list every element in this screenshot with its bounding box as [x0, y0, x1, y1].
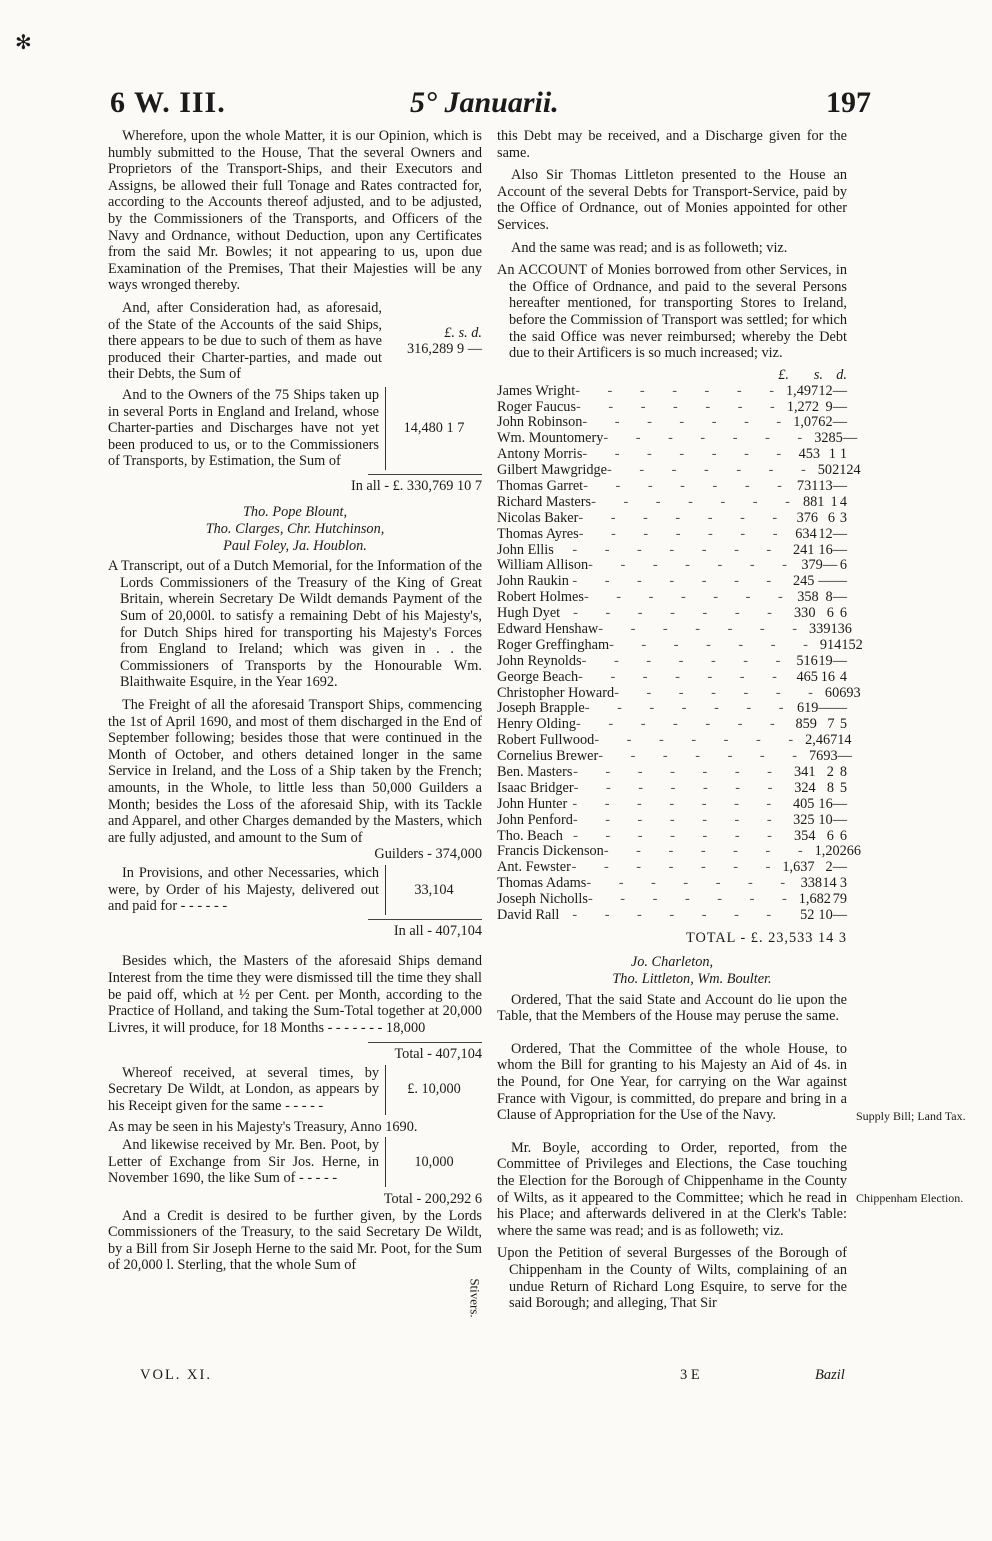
- account-pounds: 453: [798, 446, 821, 463]
- account-name: Edward Henshaw: [497, 620, 599, 637]
- account-row: [497, 717, 847, 733]
- account-pence: —: [832, 795, 848, 812]
- account-pence: —: [832, 573, 848, 590]
- account-pounds: 325: [793, 811, 815, 828]
- account-pence: 2: [855, 636, 863, 653]
- account-pence: 1: [839, 446, 847, 463]
- account-row: [497, 447, 847, 463]
- signature-littleton-boulter: Tho. Littleton, Wm. Boulter.: [612, 971, 772, 988]
- account-pounds: 358: [797, 589, 819, 606]
- leader-dots: - - - - - - -: [573, 779, 785, 796]
- leader-dots: - - - - - - -: [598, 748, 810, 765]
- account-row: [497, 574, 847, 590]
- account-row: [497, 670, 847, 686]
- signature-mark: 3 E: [680, 1367, 700, 1383]
- account-row: [497, 462, 861, 479]
- account-name: Roger Faucus: [497, 398, 577, 415]
- account-shillings: 1: [828, 446, 836, 463]
- sum-block-2: [108, 387, 482, 470]
- account-name: George Beach: [497, 668, 579, 685]
- account-row: [497, 684, 861, 702]
- pence-header: d.: [836, 366, 847, 383]
- account-pence: —: [832, 700, 847, 717]
- account-name: David Rall: [497, 907, 560, 923]
- account-pounds: 1,202: [814, 843, 847, 860]
- account-shillings: 16: [818, 795, 833, 812]
- account-row: [497, 511, 847, 527]
- account-shillings: 14: [822, 875, 837, 892]
- lsd-header: £. s. d.: [444, 324, 482, 341]
- leader-dots: - - - - - - -: [603, 430, 815, 447]
- account-shillings: 6: [846, 843, 854, 860]
- account-shillings: 10: [818, 811, 833, 828]
- account-row: [497, 495, 847, 511]
- header-regnal-year: 6 W. III.: [110, 86, 226, 119]
- account-pounds: 379: [801, 557, 823, 574]
- account-name: Robert Holmes: [497, 589, 584, 606]
- account-pence: —: [832, 541, 848, 558]
- account-pounds: 324: [794, 779, 816, 796]
- account-shillings: 1: [830, 493, 838, 510]
- account-row: [497, 543, 847, 559]
- account-shillings: 7: [832, 891, 840, 908]
- received-block-1: [108, 1065, 482, 1115]
- account-pence: 3: [839, 509, 847, 526]
- account-row: [497, 654, 847, 670]
- leader-dots: - - - - - - -: [582, 446, 794, 463]
- signature-line-1: Tho. Pope Blount,: [242, 504, 348, 521]
- account-pounds: 1,272: [786, 398, 819, 415]
- leader-dots: - - - - - - -: [571, 859, 783, 876]
- account-name: William Allison: [497, 557, 589, 574]
- account-name: Antony Morris: [497, 446, 583, 463]
- leader-dots: - - - - - - -: [575, 382, 786, 399]
- leader-dots: - - - - - - -: [591, 493, 802, 510]
- account-shillings: 13: [818, 477, 833, 494]
- signature-charleton: Jo. Charleton,: [630, 954, 714, 971]
- leader-dots: - - - - - - -: [573, 605, 784, 622]
- account-name: Henry Olding: [497, 716, 577, 733]
- account-pence: 4: [844, 732, 852, 749]
- paragraph-received-poot: And likewise received by Mr. Ben. Poot, by Letter of Exchange from Sir Jos. Herne, in November 1690, the like Sum of - - - - -: [108, 1137, 379, 1187]
- account-pence: 6: [844, 620, 852, 637]
- account-name: Richard Masters: [497, 493, 592, 510]
- account-pence: 5: [839, 779, 847, 796]
- account-row: [497, 813, 847, 829]
- account-name: Robert Fullwood: [497, 732, 595, 749]
- account-pence: —: [832, 589, 847, 606]
- account-pounds: 1,497: [785, 382, 819, 399]
- account-pounds: 859: [795, 716, 817, 733]
- account-name: Thomas Adams: [497, 875, 587, 892]
- account-pence: 6: [839, 605, 847, 622]
- account-title: An ACCOUNT of Monies borrowed from other Services, in the Office of Ordnance, and paid to the several Persons hereafter mentioned, for transporting Stores to Ireland, before the Commission of Transport was settled; for which the said Office was never reimbursed; whereby the Debt due to their Artificers is so much increased; viz.: [497, 262, 847, 362]
- leader-dots: - - - - - - -: [572, 541, 784, 558]
- account-pence: 3: [853, 684, 861, 701]
- leader-dots: - - - - - - -: [587, 891, 799, 908]
- paragraph-received-de-wildt: Whereof received, at several times, by Secretary De Wildt, at London, as appears by his Receipt given for the same - - - - -: [108, 1064, 379, 1115]
- signature-line-2: Tho. Clarges, Chr. Hutchinson,: [205, 521, 385, 538]
- account-shillings: 8: [826, 779, 835, 796]
- leader-dots: - - - - - - -: [584, 700, 796, 717]
- account-shillings: 2: [825, 414, 833, 431]
- account-pounds: 619: [796, 700, 819, 717]
- paragraph-accounts-due: And, after Consideration had, as aforesaid, of the State of the Accounts of the said Ships, there appears to be due to such of them as have produced their Charter-parties, and made out their Debts, the Sum of: [108, 299, 382, 383]
- account-pounds: 330: [794, 605, 816, 622]
- account-name: John Hunter: [497, 795, 568, 812]
- account-name: Francis Dickenson: [497, 843, 604, 860]
- account-name: Joseph Nicholls: [497, 891, 588, 908]
- amount-received-2: 10,000: [414, 1153, 454, 1170]
- account-pounds: 769: [809, 748, 831, 765]
- account-pence: —: [837, 748, 852, 765]
- account-shillings: 16: [818, 541, 833, 558]
- paragraph-interest: Besides which, the Masters of the aforesaid Ships demand Interest from the time they were dismissed till the time they shall be paid off, which at ½ per Cent. per Month, according to the Practice of Holland, and taking the Sum-Total together at 20,000 Livres, it will produce, for 18 Months - - - - - - - 18,000: [108, 953, 482, 1036]
- account-row: [497, 590, 847, 606]
- leader-dots: - - - - - - -: [573, 763, 784, 780]
- sum-block-1: [108, 300, 482, 383]
- account-pence: —: [832, 652, 847, 669]
- paragraph-75-ships: And to the Owners of the 75 Ships taken up in several Ports in England and Ireland, whose Charter-parties and Discharges have not yet been produced to us, or to the Commissioners of Transports, by Estimation, the Sum of: [108, 386, 379, 470]
- account-pence: —: [832, 525, 847, 542]
- account-pence: —: [832, 859, 847, 876]
- account-pence: —: [832, 811, 847, 828]
- corner-mark: ✻: [15, 32, 32, 54]
- account-row: [497, 732, 852, 749]
- account-pounds: 376: [796, 509, 819, 526]
- amount-14480: 14,480 1 7: [403, 420, 465, 437]
- account-name: James Wright: [497, 382, 576, 399]
- leader-dots: - - - - - - -: [588, 557, 799, 574]
- account-pence: 4: [839, 493, 847, 510]
- amount-33104: 33,104: [414, 881, 454, 898]
- account-row: [497, 892, 847, 908]
- account-name: Tho. Beach: [497, 827, 563, 844]
- leader-dots: - - - - - - -: [581, 652, 793, 669]
- account-shillings: 6: [827, 509, 836, 526]
- leader-dots: - - - - - - -: [582, 414, 794, 431]
- account-row: [497, 479, 847, 495]
- leader-dots: - - - - - - -: [614, 684, 825, 701]
- account-total: TOTAL - £. 23,533 14 3: [685, 929, 847, 946]
- account-row: [497, 620, 852, 638]
- account-pounds: 606: [824, 684, 847, 701]
- account-shillings: —: [818, 700, 833, 717]
- paragraph-read: And the same was read; and is as followeth; viz.: [511, 239, 788, 256]
- account-name: Nicolas Baker: [497, 509, 579, 526]
- leader-dots: - - - - - - -: [572, 811, 784, 828]
- in-all-total-2: In all - 407,104: [393, 922, 482, 939]
- account-row: [497, 748, 852, 765]
- leader-dots: - - - - - - -: [578, 525, 790, 542]
- account-pounds: 241: [792, 541, 815, 558]
- header-date: 5° Januarii.: [410, 86, 559, 119]
- received-block-2: [108, 1137, 482, 1187]
- account-name: John Reynolds: [497, 652, 582, 669]
- account-shillings: 15: [841, 636, 856, 653]
- paragraph-ordered-table: Ordered, That the said State and Account do lie upon the Table, that the Members of the House may peruse the same.: [497, 991, 847, 1025]
- account-pounds: 405: [792, 795, 815, 812]
- account-pounds: 516: [796, 652, 818, 669]
- account-shillings: 13: [830, 620, 845, 637]
- provisions-block: [108, 865, 482, 915]
- account-pounds: 354: [794, 827, 816, 844]
- leader-dots: - - - - - - -: [603, 843, 815, 860]
- account-pounds: 338: [800, 875, 823, 892]
- account-pounds: 465: [796, 668, 818, 685]
- account-row: [497, 860, 847, 876]
- account-row: [497, 843, 862, 860]
- account-pounds: 245: [792, 573, 815, 590]
- account-pounds: 341: [794, 763, 816, 780]
- account-pence: 6: [839, 557, 847, 574]
- account-row: [497, 430, 858, 447]
- amount-316289: 316,289 9 —: [406, 341, 482, 358]
- account-shillings: 9: [825, 398, 833, 415]
- account-shillings: 5: [835, 430, 843, 447]
- signature-line-3: Paul Foley, Ja. Houblon.: [223, 537, 367, 554]
- account-table: [497, 366, 863, 947]
- leader-dots: - - - - - - -: [598, 620, 810, 637]
- account-pounds: 2,467: [805, 732, 838, 749]
- account-row: [497, 527, 847, 543]
- account-shillings: 12: [839, 462, 854, 479]
- account-row: [497, 384, 847, 400]
- leader-dots: - - - - - - -: [594, 732, 806, 749]
- account-name: Roger Greffingham: [497, 636, 610, 653]
- account-shillings: 3: [830, 748, 838, 765]
- leader-dots: - - - - - - -: [572, 907, 784, 923]
- account-name: Isaac Bridger: [497, 779, 574, 796]
- account-pence: —: [832, 382, 847, 399]
- account-row: [497, 558, 847, 574]
- header-page-number: 197: [826, 86, 871, 119]
- account-pence: —: [832, 398, 847, 415]
- account-pounds: 1,682: [798, 891, 831, 908]
- account-pounds: 914: [819, 636, 842, 653]
- account-pence: 3: [839, 875, 847, 892]
- right-column: [497, 128, 863, 1318]
- paragraph-credit: And a Credit is desired to be further given, by the Lords Commissioners of the Treasury, to the said Secretary De Wildt, by a Bill from Sir Joseph Herne to the said Mr. Poot, for the Sum of 20,000 l. Sterling, that the whole Sum of: [108, 1207, 482, 1274]
- account-shillings: 6: [826, 827, 834, 844]
- margin-note-chippenham: Chippenham Election.: [856, 1191, 964, 1205]
- account-name: John Robinson: [497, 414, 583, 431]
- leader-dots: - - - - - - -: [576, 716, 787, 733]
- account-header-row: [497, 368, 847, 384]
- catchword: Bazil: [815, 1367, 845, 1383]
- footer-signature: [680, 1367, 845, 1384]
- divider: [368, 919, 482, 920]
- leader-dots: - - - - - - -: [609, 636, 820, 653]
- account-row: [497, 908, 847, 924]
- account-pence: —: [832, 907, 848, 923]
- stivers-label: Stivers.: [467, 1278, 483, 1318]
- account-row: [497, 765, 847, 781]
- paragraph-debt-received: this Debt may be received, and a Discharge given for the same.: [497, 128, 847, 161]
- leader-dots: - - - - - - -: [583, 589, 795, 606]
- leader-dots: - - - - - - -: [573, 827, 784, 844]
- paragraph-transcript: A Transcript, out of a Dutch Memorial, for the Information of the Lords Commissioners of the Treasury of the King of Great Britain, wherein Secretary De Wildt demands Payment of the Sum of 20,000l. to satisfy a remaining Debt of his Majesty's, for Dutch Ships hired for transporting his Majesty's Forces from England to Ireland; which was given in . . the Commissioners of Transports by the Honourable Wm. Blaithwaite Esquire, in the Year 1692.: [108, 558, 482, 691]
- account-pence: —: [832, 414, 847, 431]
- account-name: John Raukin: [497, 573, 569, 590]
- account-name: Thomas Ayres: [497, 525, 579, 542]
- account-shillings: 19: [818, 652, 833, 669]
- leader-dots: - - - - - - -: [572, 573, 784, 590]
- account-row: [497, 781, 847, 797]
- account-row: [497, 606, 847, 622]
- account-pence: 8: [839, 763, 847, 780]
- account-name: Ben. Masters: [497, 763, 573, 780]
- account-pence: 4: [839, 668, 847, 685]
- account-pounds: 731: [796, 477, 819, 494]
- account-shillings: 8: [825, 589, 833, 606]
- pounds-header: £.: [778, 366, 789, 383]
- total-407104: Total - 407,104: [394, 1046, 482, 1063]
- account-pounds: 502: [817, 462, 840, 479]
- leader-dots: - - - - - - -: [578, 509, 790, 526]
- amount-received-1: £. 10,000: [407, 1081, 461, 1098]
- shillings-header: s.: [813, 366, 823, 383]
- paragraph-ordered-committee: Ordered, That the Committee of the whole House, to whom the Bill for granting to his Majesty an Aid of 4s. in the Pound, for One Year, for carrying on the War against France with Vigour, is committed, do prepare and bring in a Clause of Appropriation for the Use of the Navy.: [497, 1040, 847, 1124]
- account-name: Thomas Garret: [497, 477, 584, 494]
- account-name: Gilbert Mawgridge: [497, 462, 607, 479]
- account-shillings: 1: [837, 732, 845, 749]
- account-shillings: 7: [827, 716, 835, 733]
- account-name: John Ellis: [497, 541, 554, 558]
- account-row: [497, 829, 847, 845]
- in-all-total-1: In all - £. 330,769 10 7: [350, 477, 482, 494]
- account-name: John Penford: [497, 811, 573, 828]
- paragraph-freight: The Freight of all the aforesaid Transport Ships, commencing the 1st of April 1690, and most of them discharged in the End of September following; besides those that were continued in the Month of October, and others detained longer in the same Service in Ireland, and the Loss of a Ship taken by the French; amounts, in the Whole, to little less than 50,000 Guilders a Month; besides the Loss of the aforesaid Ship, with its Tackle and Apparel, and other Charges demanded by the Masters, which are fully adjusted, and amount to the Sum of: [108, 697, 482, 846]
- account-shillings: 12: [818, 382, 833, 399]
- account-row: [497, 701, 847, 717]
- account-row: [497, 400, 847, 416]
- account-row: [497, 415, 847, 431]
- account-pence: 6: [853, 843, 862, 860]
- paragraph-provisions: In Provisions, and other Necessaries, which were, by Order of his Majesty, delivered out and paid for - - - - - -: [108, 864, 379, 915]
- account-shillings: 10: [818, 907, 833, 923]
- paragraph-petition: Upon the Petition of several Burgesses of the Borough of Chippenham in the County of Wilts, complaining of an undue Return of Richard Long Esquire, to serve for the said Borough; and alleging, That Sir: [497, 1245, 847, 1312]
- account-row: [497, 797, 847, 813]
- guilders-total: Guilders - 374,000: [374, 846, 482, 863]
- footer-volume: VOL. XI.: [140, 1367, 212, 1383]
- leader-dots: - - - - - - -: [583, 477, 794, 494]
- divider: [368, 1042, 482, 1043]
- account-name: Joseph Brapple: [497, 700, 585, 717]
- account-name: Wm. Mountomery: [497, 430, 604, 447]
- account-pence: 6: [839, 827, 847, 844]
- account-name: Cornelius Brewer: [497, 748, 599, 765]
- account-pounds: 1,637: [782, 859, 815, 876]
- account-pounds: 881: [802, 493, 825, 510]
- account-shillings: 16: [820, 668, 835, 685]
- account-shillings: 9: [846, 684, 854, 701]
- account-pounds: 328: [814, 430, 836, 447]
- leader-dots: - - - - - - -: [586, 875, 798, 892]
- account-pence: —: [842, 430, 858, 447]
- total-200292: Total - 200,292 6: [383, 1191, 482, 1208]
- account-pounds: 52: [800, 907, 815, 923]
- account-pence: 5: [839, 716, 847, 733]
- paragraph-littleton: Also Sir Thomas Littleton presented to the House an Account of the several Debts for Transport-Service, paid by the Office of Ordnance, out of Monies appointed for other Services.: [497, 167, 847, 233]
- paragraph-boyle-report: Mr. Boyle, according to Order, reported, from the Committee of Privileges and Elections, the Case touching the Election for the Borough of Chippenhame in the County of Wilts, as it appeared to the Committee; which he read in his Place; and afterwards delivered in at the Clerk's Table: where the same was read; and is as followeth; viz.: [497, 1139, 847, 1239]
- account-name: Christopher Howard: [497, 684, 615, 701]
- account-shillings: 2: [826, 763, 834, 780]
- account-shillings: —: [822, 557, 838, 574]
- account-row: [497, 876, 847, 892]
- account-pence: 4: [853, 462, 861, 479]
- leader-dots: - - - - - - -: [572, 795, 784, 812]
- margin-note-supply-bill: Supply Bill; Land Tax.: [856, 1109, 966, 1123]
- account-shillings: 2: [825, 859, 833, 876]
- account-name: Ant. Fewster: [497, 859, 571, 876]
- account-pounds: 339: [809, 620, 831, 637]
- divider: [368, 474, 482, 475]
- left-column: [108, 128, 482, 1280]
- leader-dots: - - - - - - -: [578, 668, 789, 685]
- account-pence: —: [832, 477, 847, 494]
- leader-dots: - - - - - - -: [576, 398, 787, 415]
- paragraph-treasury: As may be seen in his Majesty's Treasury, Anno 1690.: [108, 1118, 418, 1135]
- account-shillings: —: [818, 573, 833, 590]
- account-pounds: 634: [795, 525, 817, 542]
- account-shillings: 6: [826, 605, 834, 622]
- account-row: [497, 636, 863, 654]
- account-pounds: 1,076: [793, 414, 826, 431]
- leader-dots: - - - - - - -: [606, 462, 818, 479]
- account-name: Hugh Dyet: [497, 605, 561, 622]
- account-pence: 9: [839, 891, 847, 908]
- account-shillings: 12: [818, 525, 833, 542]
- paragraph-opinion: Wherefore, upon the whole Matter, it is our Opinion, which is humbly submitted to the House, That the several Owners and Proprietors of the Transport-Ships, and their Executors and Assigns, be allowed their full Tonage and Rates contracted for, according to the Accounts thereof adjusted, and to be adjusted, by the Commissioners of the Transports, and Officers of the Navy and Ordnance, without Deduction, upon any Certificates from the said Mr. Bowles; it not appearing to us, upon due Examination of the Premises, That their Majesties will be any ways wronged thereby.: [108, 128, 482, 294]
